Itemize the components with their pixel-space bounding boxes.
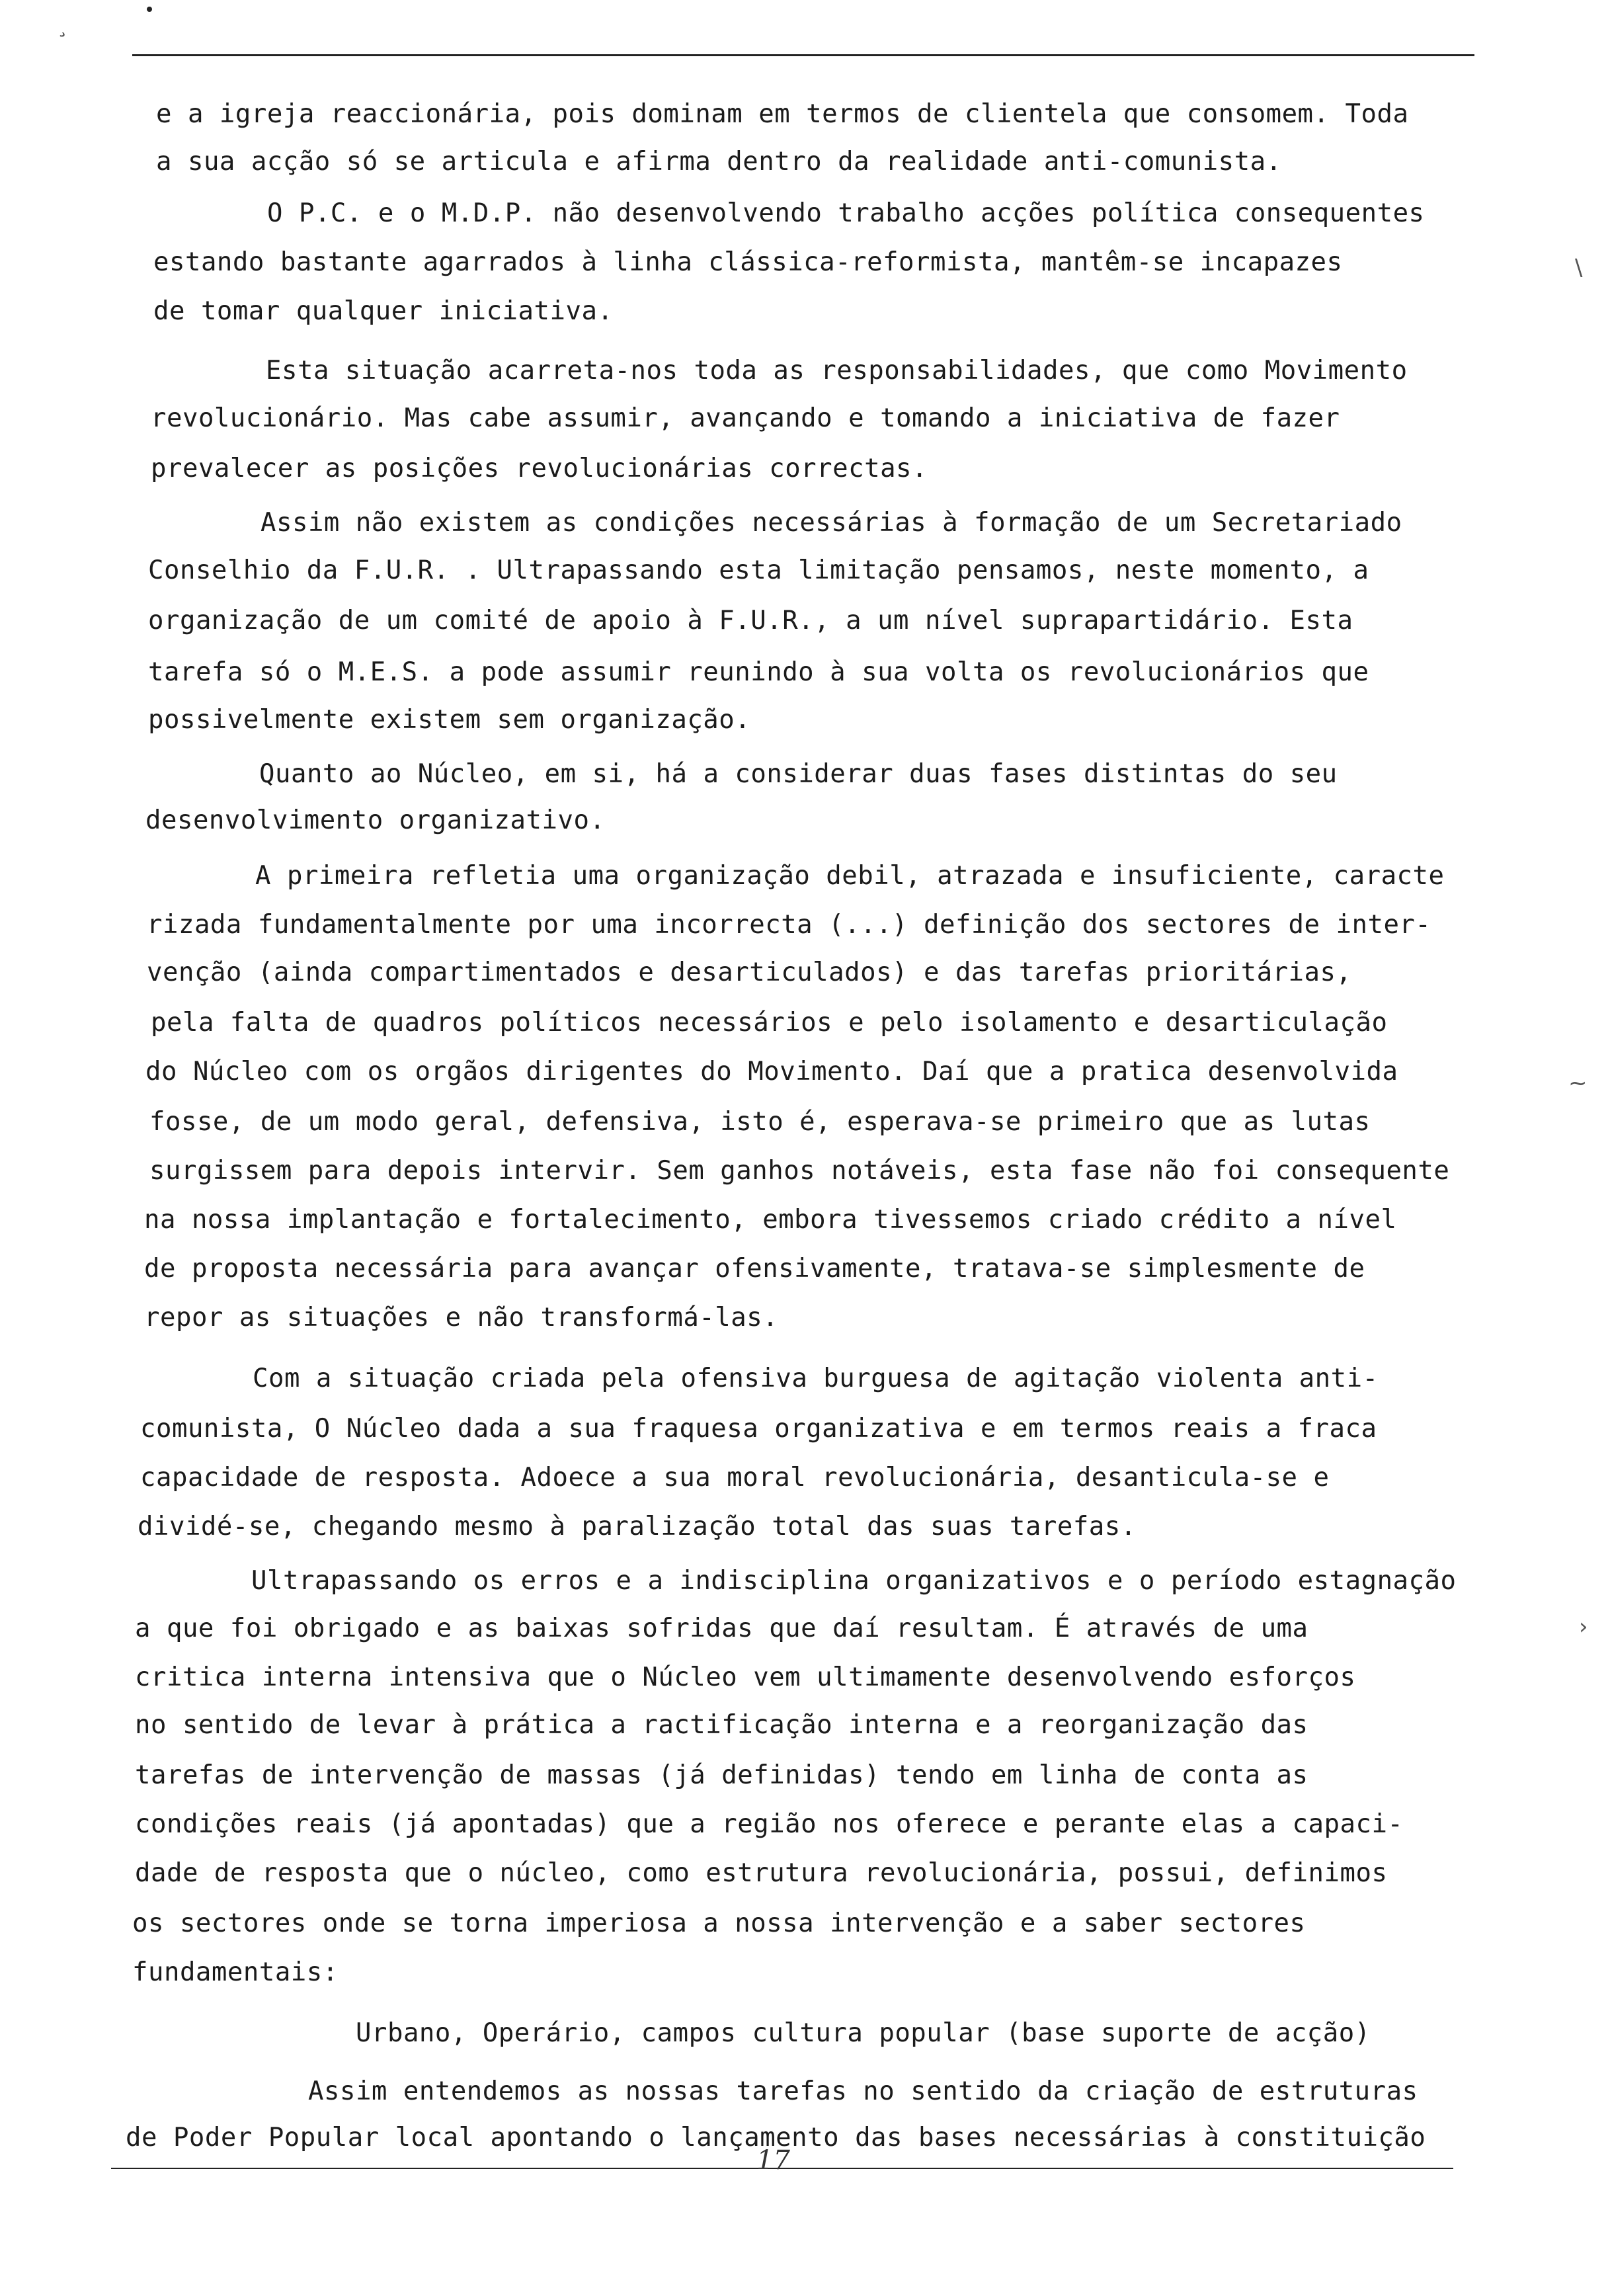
text-line: Conselhio da F.U.R. . Ultrapassando esta limitação pensamos, neste momento, a (148, 555, 1369, 585)
text-line: pela falta de quadros políticos necessários e pelo isolamento e desarticulação (151, 1008, 1388, 1038)
header-rule (132, 54, 1474, 56)
text-line: desenvolvimento organizativo. (145, 805, 606, 835)
text-line: de tomar qualquer iniciativa. (153, 296, 614, 326)
text-line: de proposta necessária para avançar ofensivamente, tratava-se simplesmente de (144, 1254, 1365, 1284)
scan-mark: \ (1575, 255, 1583, 281)
text-line: no sentido de levar à prática a ractificação interna e a reorganização das (135, 1710, 1308, 1740)
text-line: revolucionário. Mas cabe assumir, avançando e tomando a iniciativa de fazer (151, 403, 1340, 433)
scan-mark: ¸ (57, 12, 68, 38)
text-line: a que foi obrigado e as baixas sofridas que daí resultam. É através de uma (135, 1614, 1308, 1643)
text-line: do Núcleo com os orgãos dirigentes do Movimento. Daí que a pratica desenvolvida (145, 1057, 1398, 1086)
text-line: O P.C. e o M.D.P. não desenvolvendo trabalho acções política consequentes (267, 198, 1425, 228)
scan-mark: › (1579, 1614, 1588, 1640)
text-line: possivelmente existem sem organização. (148, 705, 751, 735)
text-line: Com a situação criada pela ofensiva burguesa de agitação violenta anti- (253, 1364, 1379, 1393)
text-line: Assim entendemos as nossas tarefas no sentido da criação de estruturas (308, 2076, 1418, 2106)
text-line: surgissem para depois intervir. Sem ganhos notáveis, esta fase não foi consequente (149, 1156, 1450, 1186)
text-line: Urbano, Operário, campos cultura popular (base suporte de acção) (356, 2018, 1371, 2048)
text-line: Quanto ao Núcleo, em si, há a considerar duas fases distintas do seu (259, 759, 1338, 789)
text-line: tarefa só o M.E.S. a pode assumir reunindo à sua volta os revolucionários que (148, 657, 1369, 687)
page-number: 17 (756, 2145, 790, 2176)
text-line: venção (ainda compartimentados e desarticulados) e das tarefas prioritárias, (147, 958, 1352, 987)
text-line: dividé-se, chegando mesmo à paralização total das suas tarefas. (138, 1512, 1137, 1541)
text-line: repor as situações e não transformá-las. (144, 1303, 779, 1332)
text-line: Esta situação acarreta-nos toda as responsabilidades, que como Movimento (266, 356, 1408, 386)
text-line: dade de resposta que o núcleo, como estrutura revolucionária, possui, definimos (135, 1858, 1388, 1888)
scan-mark: ~ (1568, 1070, 1588, 1096)
text-line: comunista, O Núcleo dada a sua fraquesa organizativa e em termos reais a fraca (140, 1414, 1377, 1444)
text-line: condições reais (já apontadas) que a região nos oferece e perante elas a capaci- (135, 1809, 1404, 1839)
text-line: a sua acção só se articula e afirma dentro da realidade anti-comunista. (156, 147, 1282, 177)
text-line: fundamentais: (132, 1957, 339, 1987)
text-line: Ultrapassando os erros e a indisciplina organizativos e o período estagnação (251, 1566, 1457, 1596)
text-line: na nossa implantação e fortalecimento, embora tivessemos criado crédito a nível (144, 1205, 1397, 1235)
text-line: de Poder Popular local apontando o lançamento das bases necessárias à constituição (126, 2123, 1426, 2152)
text-line: prevalecer as posições revolucionárias correctas. (151, 454, 928, 483)
text-line: rizada fundamentalmente por uma incorrecta (...) definição dos sectores de inter- (147, 910, 1431, 940)
text-line: capacidade de resposta. Adoece a sua moral revolucionária, desanticula-se e (140, 1463, 1330, 1493)
text-line: organização de um comité de apoio à F.U.R., a um nível suprapartidário. Esta (148, 606, 1353, 636)
text-line: Assim não existem as condições necessárias à formação de um Secretariado (261, 508, 1402, 538)
text-line: e a igreja reaccionária, pois dominam em termos de clientela que consomem. Toda (156, 99, 1409, 129)
text-line: os sectores onde se torna imperiosa a nossa intervenção e a saber sectores (132, 1908, 1306, 1938)
text-line: tarefas de intervenção de massas (já definidas) tendo em linha de conta as (135, 1760, 1308, 1790)
text-line: critica interna intensiva que o Núcleo vem ultimamente desenvolvendo esforços (135, 1662, 1356, 1692)
text-line: A primeira refletia uma organização debil, atrazada e insuficiente, caracte (255, 861, 1445, 891)
text-line: fosse, de um modo geral, defensiva, isto é, esperava-se primeiro que as lutas (149, 1107, 1371, 1137)
text-line: estando bastante agarrados à linha clássica-reformista, mantêm-se incapazes (153, 247, 1343, 277)
page-dot-mark (147, 7, 152, 12)
